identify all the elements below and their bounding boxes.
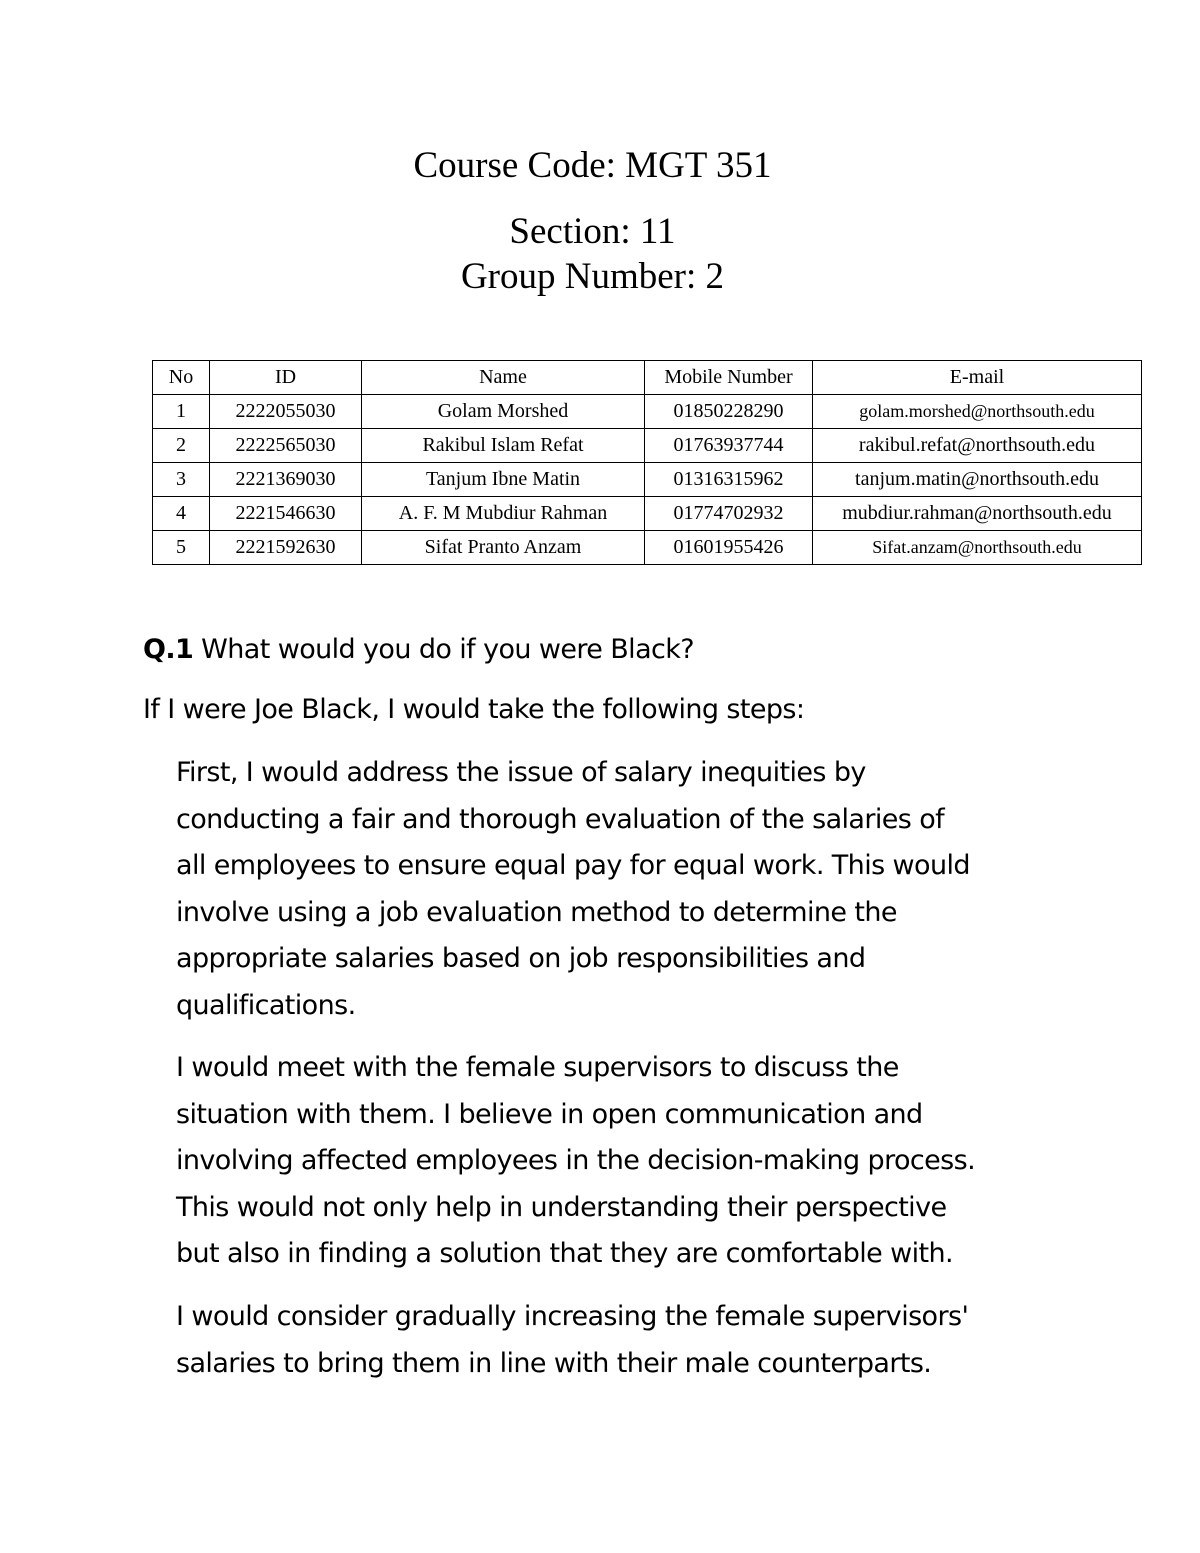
cell-id: 2221592630 [210, 531, 362, 565]
group-members-table [152, 360, 1142, 565]
paragraph-line: salaries to bring them in line with their male counterparts. [176, 1347, 932, 1379]
cell-name: Golam Morshed [362, 395, 645, 429]
cell-name: A. F. M Mubdiur Rahman [362, 497, 645, 531]
cell-mobile: 01774702932 [645, 497, 813, 531]
paragraph-line: appropriate salaries based on job responsibilities and [176, 943, 866, 974]
cell-no: 1 [153, 395, 210, 429]
cell-no: 4 [153, 497, 210, 531]
paragraph-line: all employees to ensure equal pay for equal work. This would [176, 850, 970, 881]
cell-name: Sifat Pranto Anzam [362, 531, 645, 565]
header-mobile: Mobile Number [645, 361, 813, 395]
table-row [153, 395, 1142, 429]
paragraph-line: This would not only help in understanding their perspective [176, 1191, 947, 1223]
cell-mobile: 01850228290 [645, 395, 813, 429]
course-code: Course Code: MGT 351 [413, 145, 772, 186]
group-number: Group Number: 2 [460, 256, 725, 297]
paragraph-line: involving affected employees in the decision-making process. [176, 1145, 976, 1176]
cell-mobile: 01601955426 [645, 531, 813, 565]
cell-name: Rakibul Islam Refat [362, 429, 645, 463]
cell-name: Tanjum Ibne Matin [362, 463, 645, 497]
question-number: Q.1 [143, 634, 194, 665]
header-id: ID [210, 361, 362, 395]
table-row [153, 463, 1142, 497]
cell-no: 3 [153, 463, 210, 497]
cell-id: 2222055030 [210, 395, 362, 429]
cell-email: Sifat.anzam@northsouth.edu [813, 531, 1142, 565]
cell-mobile: 01316315962 [645, 463, 813, 497]
question-text: What would you do if you were Black? [193, 634, 695, 665]
question-heading [143, 632, 694, 668]
header-name: Name [362, 361, 645, 395]
cell-id: 2222565030 [210, 429, 362, 463]
cell-id: 2221369030 [210, 463, 362, 497]
paragraph-line: situation with them. I believe in open communication and [176, 1098, 923, 1130]
paragraph-line: I would meet with the female supervisors to discuss the [176, 1052, 899, 1083]
answer-intro: If I were Joe Black, I would take the following steps: [143, 694, 805, 725]
cell-id: 2221546630 [210, 497, 362, 531]
table-row [153, 531, 1142, 565]
paragraph-line: First, I would address the issue of salary inequities by [176, 757, 866, 788]
cell-mobile: 01763937744 [645, 429, 813, 463]
paragraph-line: I would consider gradually increasing the female supervisors' [176, 1301, 969, 1332]
cell-email: golam.morshed@northsouth.edu [813, 395, 1142, 429]
paragraph-line: involve using a job evaluation method to determine the [176, 896, 897, 928]
answer-paragraph-2 [176, 1045, 1076, 1278]
cell-no: 5 [153, 531, 210, 565]
paragraph-line: qualifications. [176, 989, 356, 1021]
table-row [153, 429, 1142, 463]
section-number: Section: 11 [509, 211, 676, 252]
cell-no: 2 [153, 429, 210, 463]
answer-paragraph-1 [176, 750, 1076, 1029]
header-no: No [153, 361, 210, 395]
table-header-row [153, 361, 1142, 395]
cell-email: rakibul.refat@northsouth.edu [813, 429, 1142, 463]
paragraph-line: but also in finding a solution that they are comfortable with. [176, 1238, 954, 1269]
cell-email: tanjum.matin@northsouth.edu [813, 463, 1142, 497]
header-email: E-mail [813, 361, 1142, 395]
answer-paragraph-3 [176, 1294, 1076, 1387]
cell-email: mubdiur.rahman@northsouth.edu [813, 497, 1142, 531]
table-row [153, 497, 1142, 531]
paragraph-line: conducting a fair and thorough evaluation of the salaries of [176, 803, 945, 835]
